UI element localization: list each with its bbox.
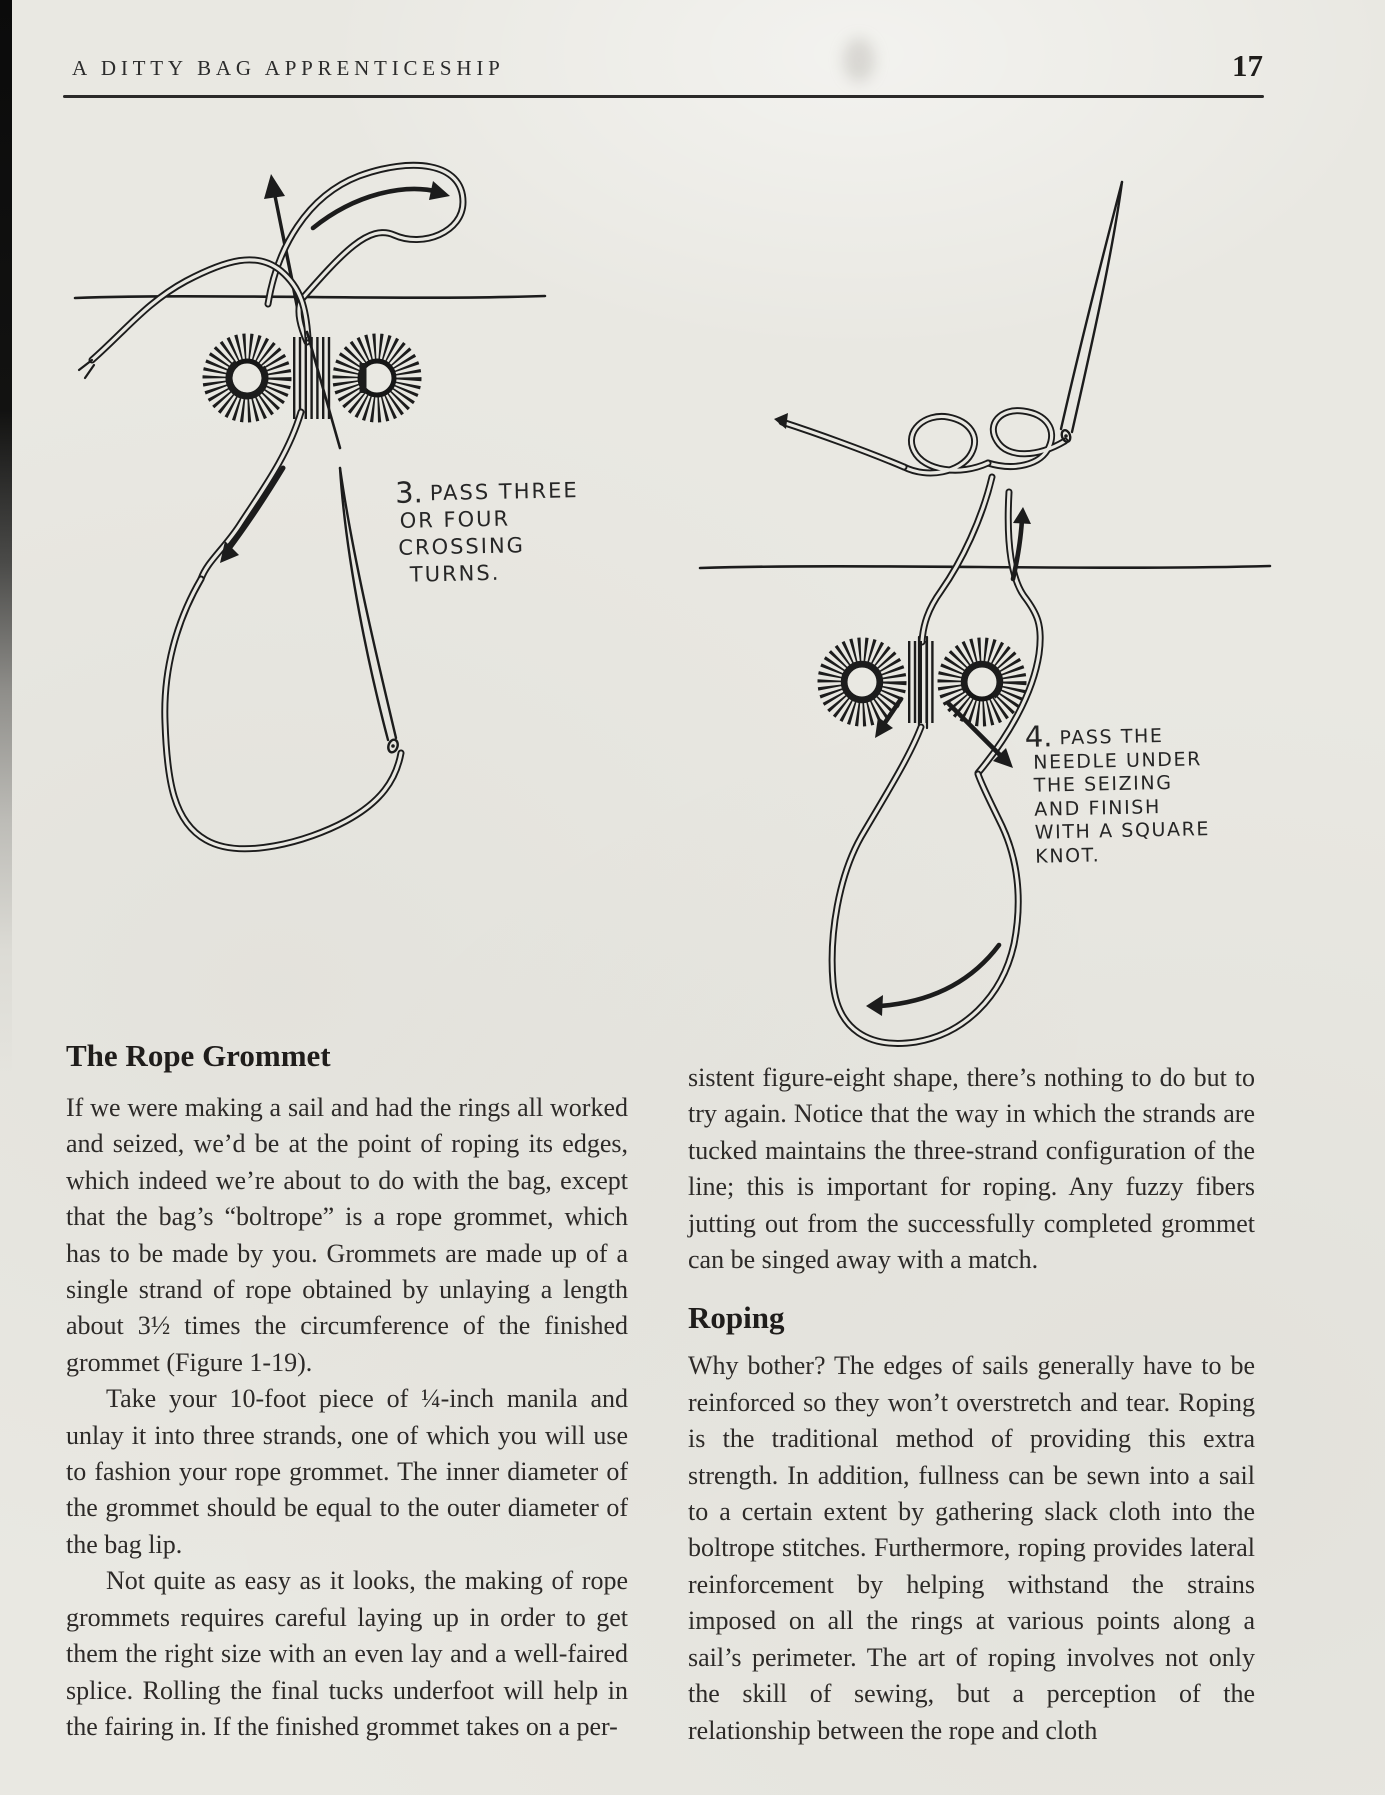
stitched-ring-right <box>951 651 1013 713</box>
thread-big-loop <box>165 579 401 849</box>
body-paragraph-continuation: sistent figure-eight shape, there’s nothing to do but to try again. Notice that the way in which the strands are tucked maintains the three-strand configuration of the line; this is important for roping. Any fuzzy fibers jutting out from the successfully completed grommet can be singed away with a match. <box>688 1063 1255 1275</box>
needle <box>340 468 399 754</box>
caption-line: KNOT. <box>1035 843 1101 868</box>
square-knot <box>774 411 1065 473</box>
thread-descending <box>922 477 992 642</box>
header-rule <box>63 95 1264 98</box>
left-text-column <box>66 1036 628 1745</box>
caption-line: CROSSING <box>398 533 526 560</box>
caption-number: 3. <box>394 475 424 510</box>
stitched-ring-right <box>346 347 408 409</box>
page-number: 17 <box>1232 48 1263 83</box>
caption-line: OR FOUR <box>399 506 511 533</box>
scan-edge-shadow <box>0 0 12 1080</box>
thread-descending <box>201 412 301 579</box>
figure-step4-drawing <box>610 145 1285 1065</box>
stitched-ring-left <box>216 347 278 409</box>
caption-line: AND FINISH <box>1034 795 1162 821</box>
section-heading-roping: Roping <box>688 1300 785 1336</box>
section-heading-rope-grommet: The Rope Grommet <box>66 1038 331 1073</box>
stitched-ring-left <box>831 651 893 713</box>
caption-line: WITH A SQUARE <box>1034 818 1211 844</box>
caption-line: PASS THE <box>1059 725 1164 750</box>
cloth-edge-line <box>700 566 1270 568</box>
running-title: A DITTY BAG APPRENTICESHIP <box>72 56 505 80</box>
figure-step3-caption <box>395 476 581 589</box>
figure-step4-caption <box>1024 719 1211 869</box>
scan-smudge <box>843 38 875 82</box>
body-paragraph: Why bother? The edges of sails generally have to be reinforced so they won’t overstretch and tear. Roping is the traditional method of providing this extra strength. In addition, fullness can be sewn into a sail to a certain extent by gathering slack cloth into the boltrope stitches. Furthermore, roping provides lateral reinforcement by helping withstand the strains imposed on all the rings at various points along a sail’s perimeter. The art of roping involves not only the skill of sewing, but a perception of the relationship between the rope and cloth <box>688 1351 1255 1745</box>
caption-line: NEEDLE UNDER <box>1033 747 1203 774</box>
caption-line: PASS THREE <box>429 478 579 506</box>
cloth-edge-line <box>75 296 545 298</box>
body-paragraph: Not quite as easy as it looks, the making of rope grommets requires careful laying up in order to get them the right size with an even lay and a well-faired splice. Rolling the final tucks underfoot will help in the fairing in. If the finished grommet takes on a per- <box>66 1566 628 1741</box>
body-paragraph: Take your 10-foot piece of ¼-inch manila and unlay it into three strands, one of which you will use to fashion your rope grommet. The inner diameter of the grommet should be equal to the outer diameter of the bag lip. <box>66 1384 628 1559</box>
right-text-column <box>688 1060 1255 1749</box>
down-left-arrow <box>220 468 283 563</box>
body-paragraph: If we were making a sail and had the rings all worked and seized, we’d be at the point of roping its edges, which indeed we’re about to do with the bag, except that the bag’s “boltrope” is a rope grommet, which has to be made by you. Grommets are made up of a single strand of rope obtained by unlaying a length about 3½ times the circumference of the finished grommet (Figure 1-19). <box>66 1093 628 1377</box>
seizing <box>908 637 936 728</box>
figure-step4 <box>610 145 1285 1065</box>
caption-line: THE SEIZING <box>1033 771 1173 797</box>
needle <box>1060 182 1122 443</box>
caption-number: 4. <box>1024 719 1053 754</box>
caption-line: TURNS. <box>409 560 501 587</box>
